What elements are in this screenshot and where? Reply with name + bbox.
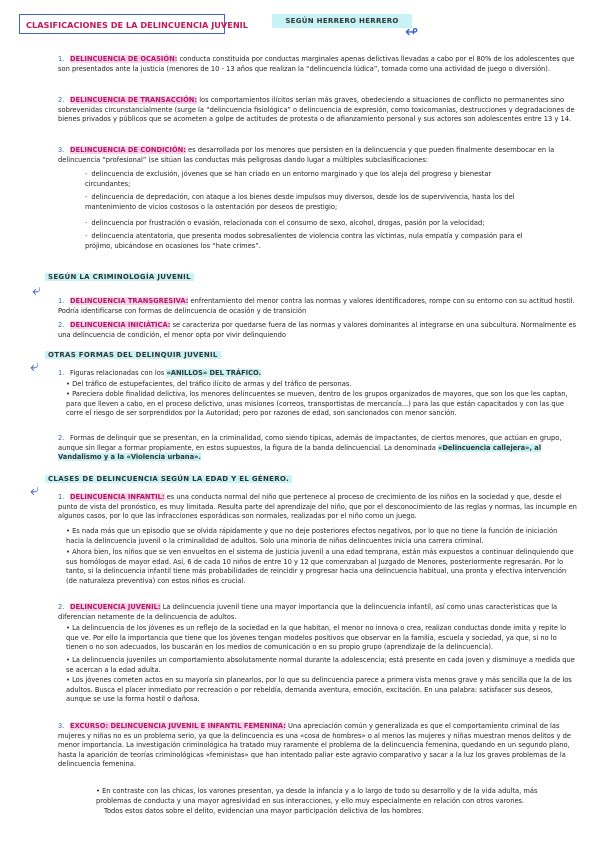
highlight: «Delincuencia callejera», al Vandalismo y a la «Violencia urbana». <box>58 443 542 461</box>
text: Del tráfico de estupefacientes, del tráfico ilícito de armas y del tráfico de personas. <box>72 380 352 388</box>
text: Todos estos datos sobre el delito, evidencian una mayor participación delictiva de los hombres. <box>104 807 424 815</box>
s1-item-3: 3. DELINCUENCIA DE CONDICIÓN: es desarrollada por los menores que persisten en la delincuencia y que pueden finalmente desembocar en la delincuencia “profesional” (se sitúan las conductas más peligrosas dando lugar a múltiples subclasificaciones: <box>58 146 555 164</box>
curved-arrow-icon: ⤶ <box>30 480 39 499</box>
text: Una apreciación común y generalizada es que el comportamiento criminal de las mujeres y niñas no es un problema serio, ya que la delincuencia es una «cosa de hombres» o al menos las mujeres y niñas muestran menos delitos y de menor importancia. La investigación criminológica ha tratado muy raramente el problema de la delincuencia femenina, quedando en un segundo plano, hasta la aparición de teorías criminológicas «feministas» que han intentado paliar este agravio comparativo y sacar a la luz los graves problemas de la delincuencia femenina. <box>58 722 571 768</box>
s1-sub-4: - delincuencia atentatoria, que presenta modos sobresalientes de violencia contra las víctimas, nula empatía y compasión para el prójimo, ubicándose en ocasiones los “hate crimes”. <box>85 232 523 250</box>
text: Pareciera doble finalidad delictiva, los menores delincuentes se mueven, dentro de los grupos organizados de mayores, que son los que les captan, para que lleven a cabo, en el proceso delictivo, unas misiones (correos, transportistas de mercancía...) para las que están capacitados y con las que corre el riesgo de ser sorprendidos por la Autoridad; pero por razones de edad, son sancionados con menor sanción. <box>66 390 568 417</box>
text: Es nada más que un episodio que se olvida rápidamente y que no deje posteriores efectos negativos, por lo que no tiene la función de iniciación hacia la delincuencia juvenil o la criminalidad de adultos. Solo una minoría de niños delincuentes inicia una carrera criminal. <box>66 527 558 545</box>
section-heading-edad-genero: CLASES DE DELINCUENCIA SEGÚN LA EDAD Y EL GÉNERO. <box>45 475 292 483</box>
text: La delincuencia juvenil tiene una mayor importancia que la delincuencia infantil, así como unas características que la diferencian netamente de la delincuencia de adultos. <box>58 603 558 621</box>
term: DELINCUENCIA JUVENIL: <box>70 603 161 611</box>
s4-bullet-1a: • Es nada más que un episodio que se olvida rápidamente y que no deje posteriores efectos negativos, por lo que no tiene la función de iniciación hacia la delincuencia juvenil o la criminalidad de adultos. Solo una minoría de niños delincuentes inicia una carrera criminal. <box>66 527 558 545</box>
text: los comportamientos ilícitos serían más graves, obedeciendo a situaciones de conflicto no permanentes sino sobrevenidas circunstancialmente (surge la “delincuencia fisiológica” o delincuencia de expresión, como toxicomanías, destrucciones y degradaciones de bienes privados y públicos que se acometen a golpe de actitudes de protesta o de afianzamiento personal y sus actores son adolescentes entre 13 y 14. <box>58 96 575 123</box>
s3-item-1: 1. Figuras relacionadas con los «ANILLOS» DEL TRÁFICO. <box>58 369 262 377</box>
term: EXCURSO: DELINCUENCIA JUVENIL E INFANTIL FEMENINA: <box>70 722 286 730</box>
text: delincuencia de exclusión, jóvenes que se han criado en un entorno marginado y que los aleja del progreso y bienestar circundantes; <box>85 170 492 188</box>
text: Figuras relacionadas con los <box>70 369 167 377</box>
s3-item-2: 2. Formas de delinquir que se presentan, en la criminalidad, como siendo típicas, además de impactantes, de ciertos menores, que actúan en grupo, aunque sin llegar a formar propiamente, en estos supuestos, la figura de la banda delincuencial. La denominada «Delincuencia callejera», al Vandalismo y a la «Violencia urbana». <box>58 434 562 461</box>
s1-sub-3: - delincuencia por frustración o evasión, relacionada con el consumo de sexo, alcohol, drogas, pasión por la velocidad; <box>85 219 485 227</box>
text: es desarrollada por los menores que persisten en la delincuencia y que pueden finalmente desembocar en la delincuencia “profesional” (se sitúan las conductas más peligrosas dando lugar a múltiples subclasificaciones: <box>58 146 555 164</box>
term: DELINCUENCIA DE OCASIÓN: <box>70 55 178 63</box>
s1-sub-1: - delincuencia de exclusión, jóvenes que se han criado en un entorno marginado y que los aleja del progreso y bienestar circundantes; <box>85 170 492 188</box>
s1-sub-2: - delincuencia de depredación, con ataque a los bienes desde impulsos muy diversos, desde los de supervivencia, hasta los del mantenimiento de vicios costosos o la ostentación por deseos de prestigio; <box>85 193 515 211</box>
term: DELINCUENCIA DE CONDICIÓN: <box>70 146 186 154</box>
s2-item-1: 1. DELINCUENCIA TRANSGRESIVA: enfrentamiento del menor contra las normas y valores identificadores, rompe con su entorno con su actitud hostil. Podría identificarse con formas de delincuencia de ocasión y de transición <box>58 297 575 315</box>
text: En contraste con las chicas, los varones presentan, ya desde la infancia y a lo largo de todo su desarrollo y de la vida adulta, más problemas de conducta y una mayor agresividad en sus interacciones, y ello muy especialmente en relación con otros varones. <box>96 787 538 805</box>
s4-item-2: 2. DELINCUENCIA JUVENIL: La delincuencia juvenil tiene una mayor importancia que la delincuencia infantil, así como unas características que la diferencian netamente de la delincuencia de adultos. <box>58 603 558 621</box>
text: Los jóvenes cometen actos en su mayoría sin planearlos, por lo que su delincuencia parece a primera vista menos grave y más sencilla que la de los adultos. Busca el placer inmediato por recreación o por rebeldía, demanda aventura, emoción, excitación. En una palabra: satisfacer sus deseos, aunque se use la forma hostil o dañosa. <box>66 676 572 703</box>
text: es una conducta normal del niño que pertenece al proceso de crecimiento de los niños en la sociedad y que, desde el punto de vista del pronóstico, es muy limitada. Resulta parte del aprendizaje del niño, que por el desconocimiento de las reglas y normas, las incumple en algunos casos, por lo que las infracciones esporádicas son normales, realizadas por el niño como un juego. <box>58 493 577 520</box>
curved-arrow-icon: ⤶ <box>30 356 39 375</box>
curved-arrow-icon: ⤶ <box>32 280 41 299</box>
text: Ahora bien, los niños que se ven envueltos en el sistema de justicia juvenil a una edad temprana, están más expuestos a continuar delinquiendo que sus homólogos de mayor edad. Así, 6 de cada 10 niños de entre 10 y 12 que comenzaban al Juzgado de Menores, posteriormente regresarán. Por lo tanto, si la delincuencia infantil tiene más probabilidades de reincidir y progresar hacia una delincuencia habitual, una pronta y efectiva intervención (de naturaleza preventiva) con estos niños es crucial. <box>66 548 574 585</box>
s2-item-2: 2. DELINCUENCIA INICIÁTICA: se caracteriza por quedarse fuera de las normas y valores dominantes al integrarse en una subcultura. Normalmente es una delincuencia de condición, el menor opta por vivir delinquiendo <box>58 321 577 339</box>
s1-item-1: 1. DELINCUENCIA DE OCASIÓN: conducta constituida por conductas marginales apenas delictivas llevadas a cabo por el 80% de los adolescentes que son presentados ante la justicia (menores de 10 - 13 años que realizan la “delincuencia lúdica”, tomada como una actividad de juego o diversión). <box>58 55 575 73</box>
subtitle-badge: SEGÚN HERRERO HERRERO <box>272 14 412 28</box>
s4-bullet-2b: • La delincuencia juveniles un comportamiento absolutamente normal durante la adolescencia; está presente en cada joven y disminuye a medida que se acercan a la edad adulta. <box>66 656 575 674</box>
s4-item-3: 3. EXCURSO: DELINCUENCIA JUVENIL E INFANTIL FEMENINA: Una apreciación común y generalizada es que el comportamiento criminal de las mujeres y niñas no es un problema serio, ya que la delincuencia es una «cosa de hombres» o al menos las mujeres y niñas muestran menos delitos y de menor importancia. La investigación criminológica ha tratado muy raramente el problema de la delincuencia femenina, quedando en un segundo plano, hasta la aparición de teorías criminológicas «feministas» que han intentado paliar este agravio comparativo y sacar a la luz los graves problemas de la delincuencia femenina. <box>58 722 571 768</box>
term: DELINCUENCIA INICIÁTICA: <box>70 321 171 329</box>
s3-bullet-2: • Pareciera doble finalidad delictiva, los menores delincuentes se mueven, dentro de los grupos organizados de mayores, que son los que les captan, para que lleven a cabo, en el proceso delictivo, unas misiones (correos, transportistas de mercancía...) para las que están capacitados y con las que corre el riesgo de ser sorprendidos por la Autoridad; pero por razones de edad, son sancionados con menor sanción. <box>66 390 568 417</box>
text: delincuencia por frustración o evasión, relacionada con el consumo de sexo, alcohol, drogas, pasión por la velocidad; <box>91 219 485 227</box>
s1-item-2: 2. DELINCUENCIA DE TRANSACCIÓN: los comportamientos ilícitos serían más graves, obedeciendo a situaciones de conflicto no permanentes sino sobrevenidas circunstancialmente (surge la “delincuencia fisiológica” o delincuencia de expresión, como toxicomanías, destrucciones y degradaciones de bienes privados y públicos que se acometen a golpe de actitudes de protesta o de afianzamiento personal y sus actores son adolescentes entre 13 y 14. <box>58 96 575 123</box>
text: delincuencia de depredación, con ataque a los bienes desde impulsos muy diversos, desde los de supervivencia, hasta los del mantenimiento de vicios costosos o la ostentación por deseos de prestigio; <box>85 193 515 211</box>
term: DELINCUENCIA INFANTIL: <box>70 493 165 501</box>
text: se caracteriza por quedarse fuera de las normas y valores dominantes al integrarse en una subcultura. Normalmente es una delincuencia de condición, el menor opta por vivir delinquiendo <box>58 321 577 339</box>
highlight: «ANILLOS» DEL TRÁFICO. <box>166 369 262 377</box>
section-heading-criminologia: SEGÚN LA CRIMINOLOGÍA JUVENIL <box>45 273 194 281</box>
text: conducta constituida por conductas marginales apenas delictivas llevadas a cabo por el 80% de los adolescentes que son presentados ante la justicia (menores de 10 - 13 años que realizan la “delincuencia lúdica”, tomada como una actividad de juego o diversión). <box>58 55 575 73</box>
s4-bullet-3a: • En contraste con las chicas, los varones presentan, ya desde la infancia y a lo largo de todo su desarrollo y de la vida adulta, más problemas de conducta y una mayor agresividad en sus interacciones, y ello muy especialmente en relación con otros varones. <box>96 787 538 805</box>
section-heading-otras-formas: OTRAS FORMAS DEL DELINQUIR JUVENIL <box>45 351 221 359</box>
text: Formas de delinquir que se presentan, en la criminalidad, como siendo típicas, además de impactantes, de ciertos menores, que actúan en grupo, aunque sin llegar a formar propiamente, en estos supuestos, la figura de la banda delincuencial. La denominada <box>58 434 562 452</box>
s3-bullet-1: • Del tráfico de estupefacientes, del tráfico ilícito de armas y del tráfico de personas. <box>66 380 352 388</box>
s4-item-1: 1. DELINCUENCIA INFANTIL: es una conducta normal del niño que pertenece al proceso de crecimiento de los niños en la sociedad y que, desde el punto de vista del pronóstico, es muy limitada. Resulta parte del aprendizaje del niño, que por el desconocimiento de las reglas y normas, las incumple en algunos casos, por lo que las infracciones esporádicas son normales, realizadas por el niño como un juego. <box>58 493 577 520</box>
s4-bullet-2a: • La delincuencia de los jóvenes es un reflejo de la sociedad en la que habitan, el menor no innova o crea, realizan conductas donde imita y repite lo que ve. Por ello la importancia que tiene que los jóvenes tengan modelos positivos que observar en la familia, escuela y sociedad, ya que, si no lo tienen o no son adecuados, los buscarán en los medios de comunicación o en su propio grupo (aprendizaje de la delincuencia). <box>66 624 567 651</box>
s4-bullet-3b <box>104 807 564 817</box>
text: delincuencia atentatoria, que presenta modos sobresalientes de violencia contra las víctimas, nula empatía y compasión para el prójimo, ubicándose en ocasiones los “hate crimes”. <box>85 232 523 250</box>
text: La delincuencia de los jóvenes es un reflejo de la sociedad en la que habitan, el menor no innova o crea, realizan conductas donde imita y repite lo que ve. Por ello la importancia que tiene que los jóvenes tengan modelos positivos que observar en la familia, escuela y sociedad, ya que, si no lo tienen o no son adecuados, los buscarán en los medios de comunicación o en su propio grupo (aprendizaje de la delincuencia). <box>66 624 567 651</box>
text: enfrentamiento del menor contra las normas y valores identificadores, rompe con su entorno con su actitud hostil. Podría identificarse con formas de delincuencia de ocasión y de transición <box>58 297 575 315</box>
term: DELINCUENCIA TRANSGRESIVA: <box>70 297 189 305</box>
text: La delincuencia juveniles un comportamiento absolutamente normal durante la adolescencia; está presente en cada joven y disminuye a medida que se acercan a la edad adulta. <box>66 656 575 674</box>
s4-bullet-1b: • Ahora bien, los niños que se ven envueltos en el sistema de justicia juvenil a una edad temprana, están más expuestos a continuar delinquiendo que sus homólogos de mayor edad. Así, 6 de cada 10 niños de entre 10 y 12 que comenzaban al Juzgado de Menores, posteriormente regresarán. Por lo tanto, si la delincuencia infantil tiene más probabilidades de reincidir y progresar hacia una delincuencia habitual, una pronta y efectiva intervención (de naturaleza preventiva) con estos niños es crucial. <box>66 548 574 585</box>
term: DELINCUENCIA DE TRANSACCIÓN: <box>70 96 198 104</box>
page-title: CLASIFICACIONES DE LA DELINCUENCIA JUVENIL <box>19 14 225 34</box>
s4-bullet-2c: • Los jóvenes cometen actos en su mayoría sin planearlos, por lo que su delincuencia parece a primera vista menos grave y más sencilla que la de los adultos. Busca el placer inmediato por recreación o por rebeldía, demanda aventura, emoción, excitación. En una palabra: satisfacer sus deseos, aunque se use la forma hostil o dañosa. <box>66 676 572 703</box>
curved-arrow-icon: ↫ <box>405 22 419 41</box>
